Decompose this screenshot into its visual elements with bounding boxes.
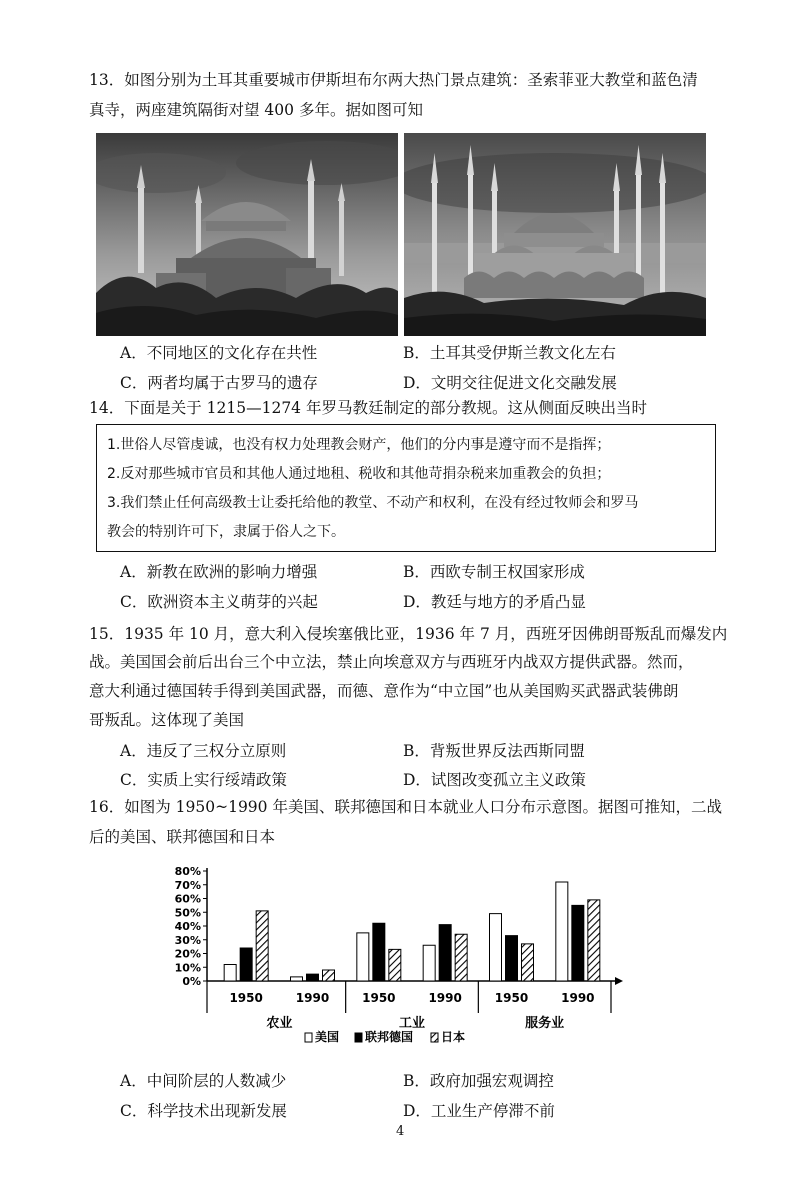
q16-option-d: D．工业生产停滞不前 <box>403 1102 555 1120</box>
bar <box>455 934 467 981</box>
bar <box>439 925 451 981</box>
x-tick-label: 1950 <box>494 991 529 1005</box>
bar <box>307 974 319 981</box>
bar <box>423 945 435 981</box>
bar <box>323 970 335 981</box>
blue-mosque-photo <box>404 133 706 336</box>
y-tick-label: 50% <box>175 906 201 920</box>
q15-line1: 15．1935 年 10 月，意大利入侵埃塞俄比亚，1936 年 7 月，西班牙因佛朗哥叛乱而爆发内 <box>89 625 728 643</box>
y-tick-label: 30% <box>175 933 201 947</box>
q14-option-b: B．西欧专制王权国家形成 <box>403 563 585 581</box>
bar <box>240 948 252 981</box>
q14-quote-line: 教会的特别许可下，隶属于俗人之下。 <box>107 524 345 540</box>
employment-chart <box>175 862 625 1052</box>
legend-swatch <box>305 1033 312 1042</box>
q14-option-c: C．欧洲资本主义萌芽的兴起 <box>120 593 318 611</box>
y-tick-label: 40% <box>175 920 201 933</box>
q16-option-a: A．中间阶层的人数减少 <box>120 1072 287 1090</box>
q15-line3: 意大利通过德国转手得到美国武器，而德、意作为“中立国”也从美国购买武器武装佛朗 <box>89 682 679 700</box>
bar <box>373 923 385 981</box>
legend-label: 联邦德国 <box>365 1030 414 1044</box>
employment-chart-svg <box>175 862 625 1052</box>
bar <box>291 977 303 981</box>
bar <box>588 900 600 981</box>
group-label: 服务业 <box>525 1016 565 1031</box>
x-tick-label: 1990 <box>428 991 462 1005</box>
q14-quote-line: 2.反对那些城市官员和其他人通过地租、税收和其他苛捐杂税来加重教会的负担； <box>107 466 611 482</box>
q14-option-d: D．教廷与地方的矛盾凸显 <box>403 593 586 611</box>
q14-option-a: A．新教在欧洲的影响力增强 <box>120 563 318 581</box>
x-axis-arrow <box>615 977 623 985</box>
q13-option-d: D．文明交往促进文化交融发展 <box>403 374 617 392</box>
x-tick-label: 1990 <box>561 991 595 1005</box>
hagia-sophia-photo <box>96 133 398 336</box>
bar <box>572 905 584 981</box>
q14-quote-line: 1.世俗人尽管虔诚，也没有权力处理教会财产，他们的分内事是遵守而不是指挥； <box>107 437 611 453</box>
y-tick-label: 0% <box>182 975 201 988</box>
q15-option-c: C．实质上实行绥靖政策 <box>120 771 287 789</box>
bar <box>522 944 534 981</box>
x-tick-label: 1990 <box>295 991 330 1005</box>
q16-line2: 后的美国、联邦德国和日本 <box>89 828 276 846</box>
legend-swatch <box>355 1033 362 1042</box>
y-tick-label: 70% <box>175 878 201 892</box>
bar <box>556 882 568 981</box>
q15-line2: 战。美国国会前后出台三个中立法，禁止向埃意双方与西班牙内战双方提供武器。然而， <box>89 653 694 671</box>
q15-option-d: D．试图改变孤立主义政策 <box>403 771 586 789</box>
group-label: 工业 <box>398 1016 426 1031</box>
legend-label: 美国 <box>315 1030 340 1044</box>
q16-option-c: C．科学技术出现新发展 <box>120 1102 287 1120</box>
q15-option-b: B．背叛世界反法西斯同盟 <box>403 742 585 760</box>
bar <box>506 936 518 981</box>
bar <box>357 933 369 981</box>
bar <box>490 914 502 981</box>
q13-option-b: B．土耳其受伊斯兰教文化左右 <box>403 344 616 362</box>
page-number: 4 <box>396 1124 405 1139</box>
bar <box>224 965 236 982</box>
q16-line1: 16．如图为 1950~1990 年美国、联邦德国和日本就业人口分布示意图。据图可推知，二战 <box>89 798 722 816</box>
bar <box>389 949 401 981</box>
q14-line1: 14．下面是关于 1215—1274 年罗马教廷制定的部分教规。这从侧面反映出当时 <box>89 399 647 417</box>
q13-option-a: A．不同地区的文化存在共性 <box>120 344 318 362</box>
y-tick-label: 20% <box>175 947 201 961</box>
q15-option-a: A．违反了三权分立原则 <box>120 742 287 760</box>
legend-label: 日本 <box>441 1030 466 1044</box>
q16-option-b: B．政府加强宏观调控 <box>403 1072 554 1090</box>
group-label: 农业 <box>266 1016 293 1031</box>
q15-line4: 哥叛乱。这体现了美国 <box>89 711 245 729</box>
q14-quote-box <box>96 424 716 552</box>
q14-quote-line: 3.我们禁止任何高级教士让委托给他的教堂、不动产和权利，在没有经过牧师会和罗马 <box>107 495 639 511</box>
q13-option-c: C．两者均属于古罗马的遗存 <box>120 374 318 392</box>
x-tick-label: 1950 <box>229 991 263 1005</box>
y-tick-label: 60% <box>175 892 201 906</box>
x-tick-label: 1950 <box>362 991 396 1005</box>
y-tick-label: 80% <box>175 865 201 878</box>
y-tick-label: 10% <box>175 961 201 975</box>
q13-line2: 真寺，两座建筑隔街对望 400 多年。据如图可知 <box>89 101 423 119</box>
q13-line1: 13．如图分别为土耳其重要城市伊斯坦布尔两大热门景点建筑：圣索菲亚大教堂和蓝色清 <box>89 71 698 89</box>
legend-swatch <box>431 1033 438 1042</box>
bar <box>256 911 268 981</box>
